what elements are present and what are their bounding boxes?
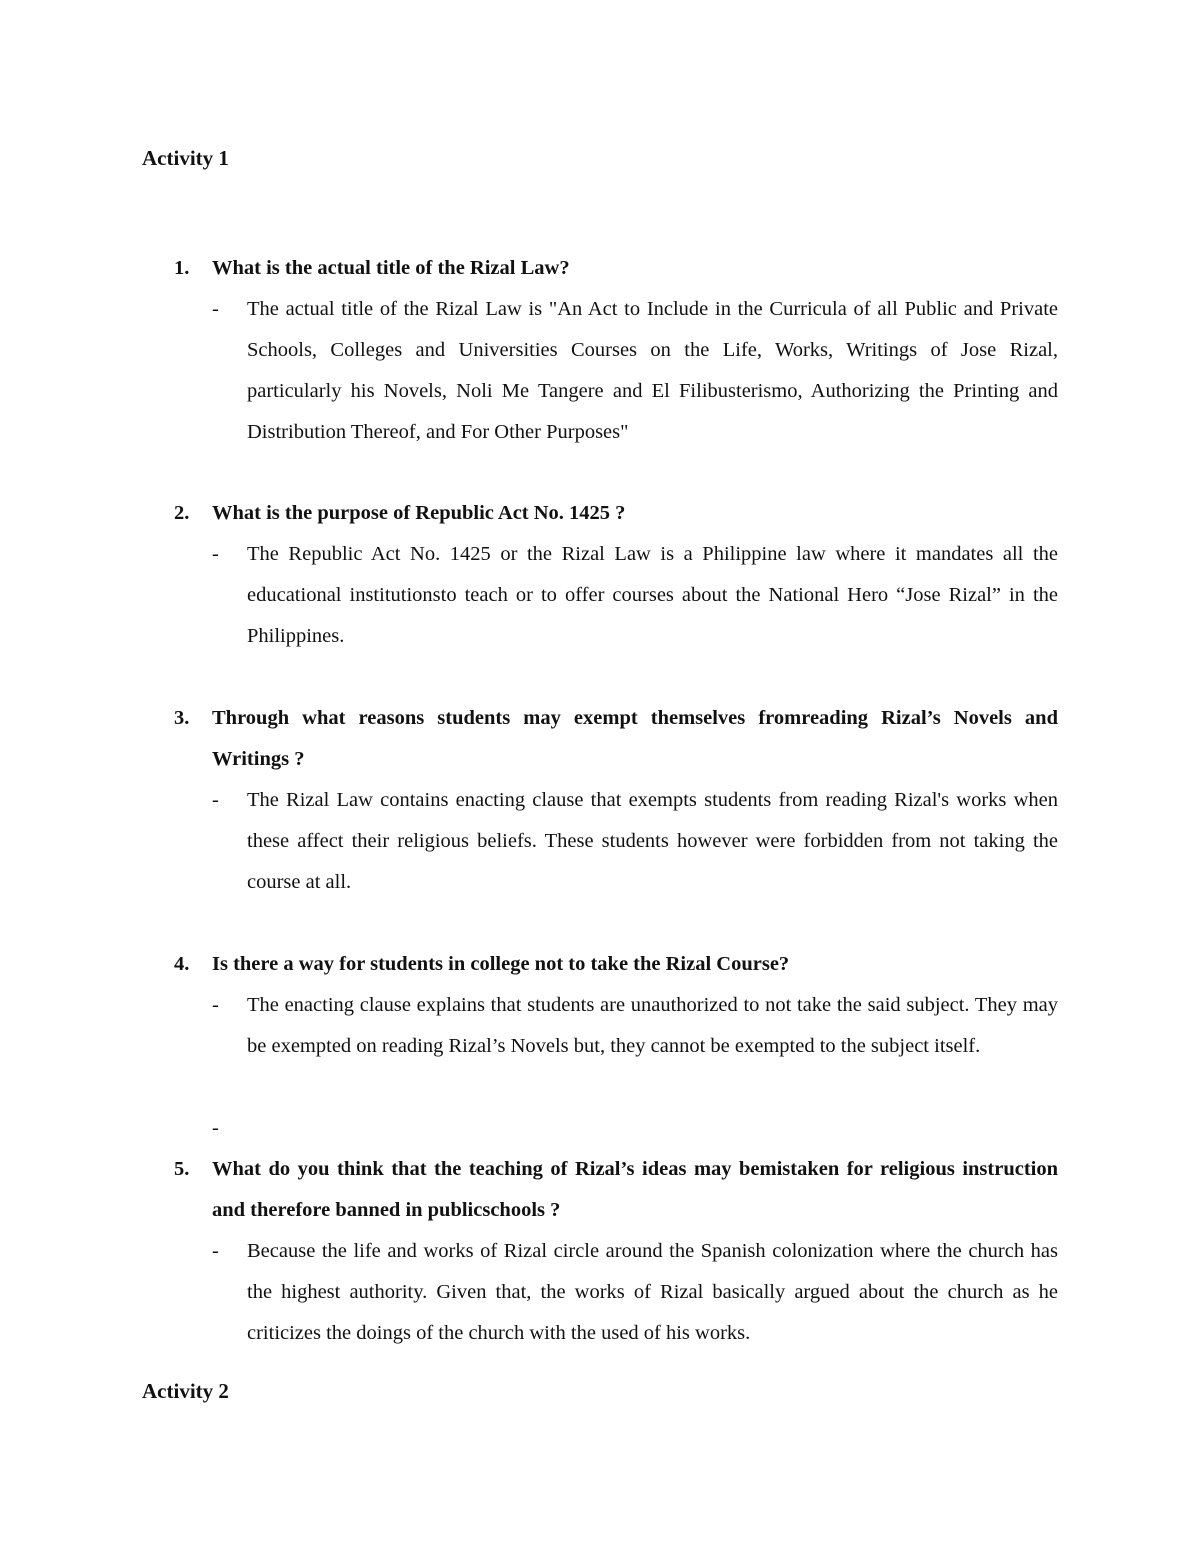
answer-1 <box>212 289 1058 453</box>
answer-5-dash: - <box>212 1240 219 1262</box>
answer-5 <box>212 1231 1058 1354</box>
question-3-number: 3. <box>174 707 190 729</box>
question-5-text: What do you think that the teaching of Rizal’s ideas may bemistaken for religious instruction and therefore banned in publicschools ? <box>212 1158 1058 1221</box>
question-5-number: 5. <box>174 1158 190 1180</box>
question-4-number: 4. <box>174 953 190 975</box>
activity-2-heading: Activity 2 <box>142 1379 229 1403</box>
answer-3-dash: - <box>212 789 219 811</box>
answer-2 <box>212 534 1058 657</box>
question-3-text: Through what reasons students may exempt themselves fromreading Rizal’s Novels and Writings ? <box>212 707 1058 770</box>
empty-bullet-dash: - <box>212 1117 219 1139</box>
answer-1-text: The actual title of the Rizal Law is "An Act to Include in the Curricula of all Public and Private Schools, Colleges and Universities Courses on the Life, Works, Writings of Jose Rizal, particularly his Novels, Noli Me Tangere and El Filibusterismo, Authorizing the Printing and Distribution Thereof, and For Other Purposes" <box>247 298 1058 443</box>
question-1-number: 1. <box>174 257 190 279</box>
answer-4 <box>212 985 1058 1067</box>
answer-4-dash: - <box>212 994 219 1016</box>
answer-5-text: Because the life and works of Rizal circle around the Spanish colonization where the church has the highest authority. Given that, the works of Rizal basically argued about the church as he criticizes the doings of the church with the used of his works. <box>247 1240 1058 1344</box>
question-2 <box>174 493 1058 534</box>
activity-1-heading: Activity 1 <box>142 146 229 170</box>
question-4 <box>174 944 1058 985</box>
answer-1-dash: - <box>212 298 219 320</box>
question-1 <box>174 248 1058 289</box>
answer-3-text: The Rizal Law contains enacting clause that exempts students from reading Rizal's works when these affect their religious beliefs. These students however were forbidden from not taking the course at all. <box>247 789 1058 893</box>
answer-2-text: The Republic Act No. 1425 or the Rizal Law is a Philippine law where it mandates all the educational institutionsto teach or to offer courses about the National Hero “Jose Rizal” in the Philippines. <box>247 543 1058 647</box>
answer-3 <box>212 780 1058 903</box>
question-5 <box>174 1149 1058 1231</box>
question-2-text: What is the purpose of Republic Act No. 1425 ? <box>212 502 626 524</box>
question-1-text: What is the actual title of the Rizal Law? <box>212 257 570 279</box>
question-3 <box>174 698 1058 780</box>
answer-4-text: The enacting clause explains that students are unauthorized to not take the said subject. They may be exempted on reading Rizal’s Novels but, they cannot be exempted to the subject itself. <box>247 994 1058 1057</box>
answer-2-dash: - <box>212 543 219 565</box>
question-4-text: Is there a way for students in college not to take the Rizal Course? <box>212 953 790 975</box>
question-2-number: 2. <box>174 502 190 524</box>
